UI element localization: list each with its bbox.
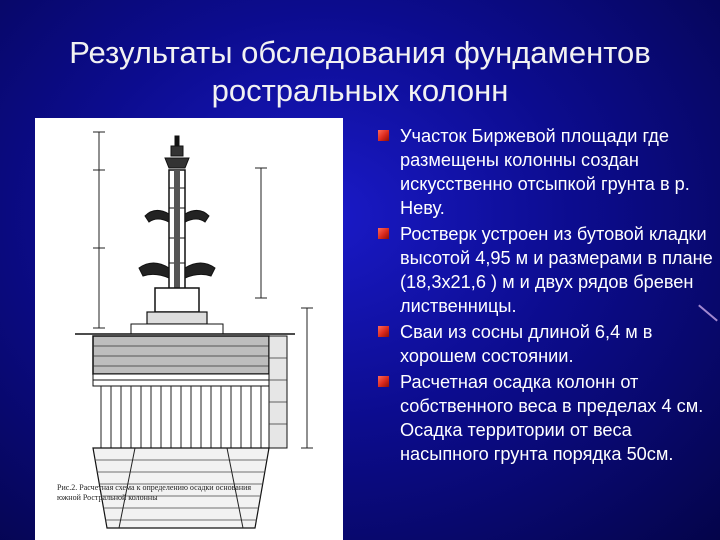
finding-text: Сваи из сосны длиной 6,4 м в хорошем состоянии. bbox=[400, 322, 653, 366]
slide-title-line-1: Результаты обследования фундаментов bbox=[69, 35, 651, 70]
drawing-svg bbox=[35, 118, 343, 540]
finding-text: Расчетная осадка колонн от собственного веса в пределах 4 см. Осадка территории от веса насыпного грунта порядка 50см. bbox=[400, 372, 704, 464]
square-bullet-icon bbox=[378, 326, 389, 337]
pine-piles bbox=[101, 386, 261, 448]
slide-title-line-2: ростральных колонн bbox=[211, 73, 509, 108]
square-bullet-icon bbox=[378, 228, 389, 239]
figure-caption-line-1: Рис.2. Расчетная схема к определению осадки основания bbox=[57, 483, 252, 492]
finding-item bbox=[372, 370, 716, 466]
rubble-masonry-grillage bbox=[93, 336, 269, 374]
soil-column bbox=[269, 336, 287, 448]
column-capital bbox=[165, 136, 189, 168]
finding-item bbox=[372, 222, 716, 318]
finding-item bbox=[372, 124, 716, 220]
column-foundation-drawing bbox=[35, 118, 343, 540]
square-bullet-icon bbox=[378, 130, 389, 141]
finding-item bbox=[372, 320, 716, 368]
column-pedestal bbox=[131, 288, 223, 334]
larch-log-rows bbox=[93, 374, 269, 386]
slide-title bbox=[0, 34, 720, 110]
finding-text: Ростверк устроен из бутовой кладки высотой 4,95 м и размерами в плане (18,3х21,6 ) м и двух рядов бревен лиственницы. bbox=[400, 224, 713, 316]
findings-list bbox=[372, 124, 716, 468]
square-bullet-icon bbox=[378, 376, 389, 387]
finding-text: Участок Биржевой площади где размещены колонны создан искусственно отсыпкой грунта в р. Неву. bbox=[400, 126, 690, 218]
figure-caption-line-2: южной Ростральной колонны bbox=[57, 493, 158, 502]
